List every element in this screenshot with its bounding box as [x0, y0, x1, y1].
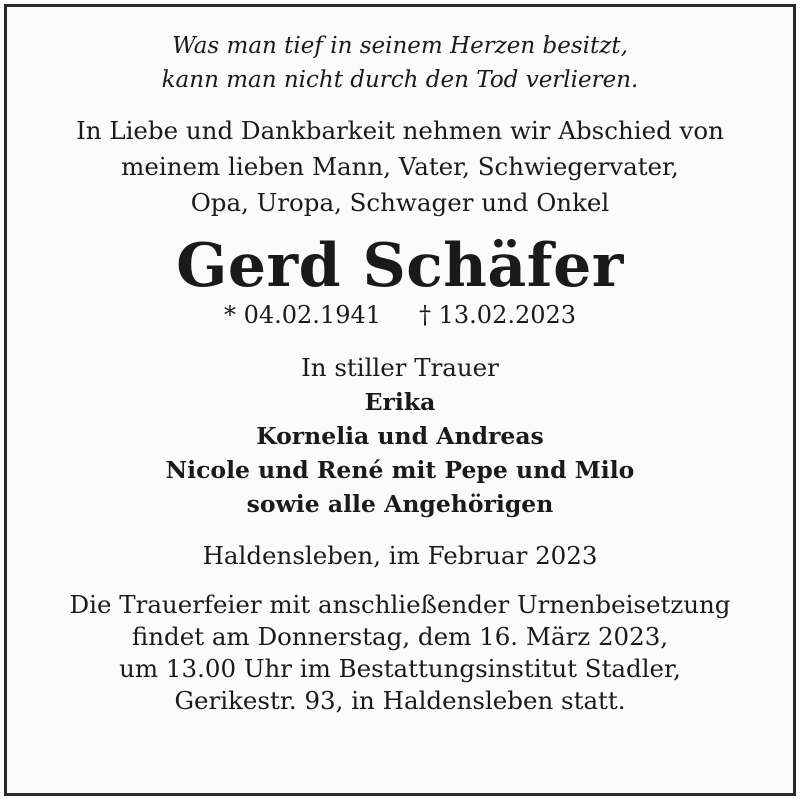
mourners-block — [7, 351, 793, 521]
intro-line: meinem lieben Mann, Vater, Schwiegervater, — [121, 152, 679, 181]
death-date: † 13.02.2023 — [419, 301, 577, 329]
verse-line: kann man nicht durch den Tod verlieren. — [161, 67, 639, 93]
mourner-name: sowie alle Angehörigen — [246, 490, 554, 518]
ceremony-line: Gerikestr. 93, in Haldensleben statt. — [174, 686, 626, 715]
ceremony-line: Die Trauerfeier mit anschließender Urnenbeisetzung — [69, 590, 731, 619]
ceremony-line: findet am Donnerstag, dem 16. März 2023, — [131, 622, 669, 651]
place-and-date: Haldensleben, im Februar 2023 — [202, 541, 598, 570]
intro-line: Opa, Uropa, Schwager und Onkel — [190, 188, 610, 217]
mourner-name: Kornelia und Andreas — [256, 422, 544, 450]
farewell-intro — [7, 113, 793, 221]
obituary-notice — [4, 4, 796, 796]
mourners-intro: In stiller Trauer — [301, 353, 499, 382]
funeral-ceremony-info — [7, 589, 793, 717]
birth-date: * 04.02.1941 — [223, 301, 381, 329]
deceased-name: Gerd Schäfer — [176, 231, 624, 301]
ceremony-line: um 13.00 Uhr im Bestattungsinstitut Stadler, — [119, 654, 681, 683]
obituary-content — [7, 29, 793, 717]
memorial-verse — [7, 29, 793, 97]
life-dates — [7, 299, 793, 331]
verse-line: Was man tief in seinem Herzen besitzt, — [172, 33, 628, 59]
intro-line: In Liebe und Dankbarkeit nehmen wir Abschied von — [76, 116, 724, 145]
mourner-name: Nicole und René mit Pepe und Milo — [165, 456, 635, 484]
mourner-name: Erika — [364, 388, 436, 416]
